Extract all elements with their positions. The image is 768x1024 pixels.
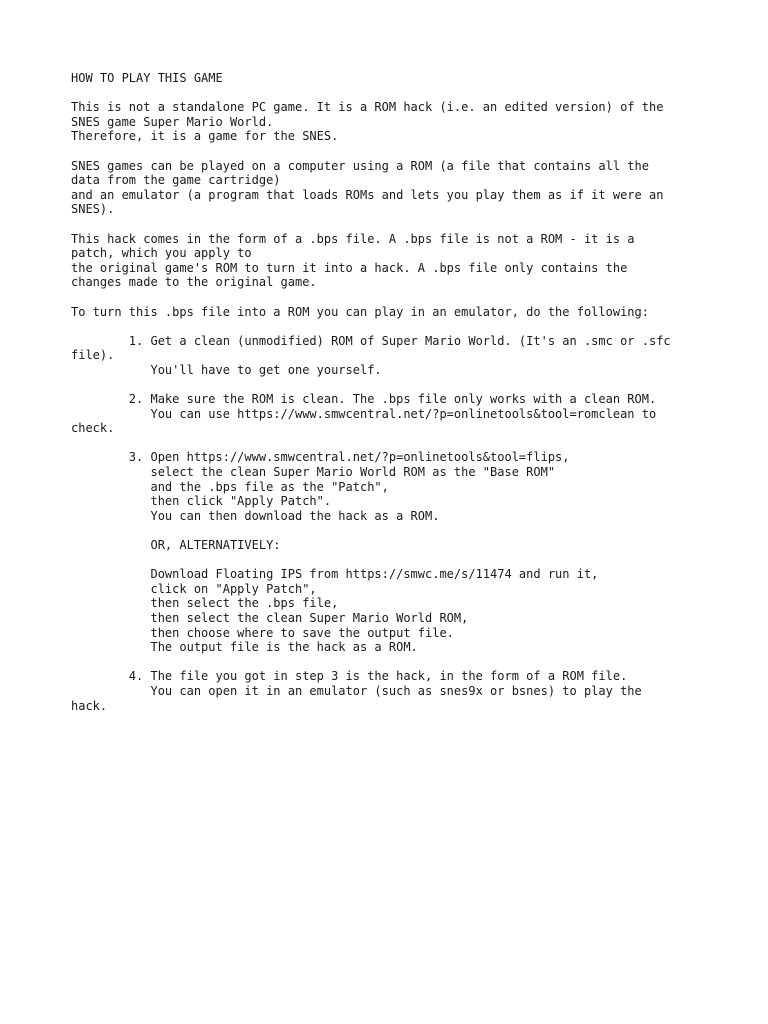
text-line: SNES game Super Mario World. <box>71 114 274 129</box>
text-line: check. <box>71 421 115 436</box>
text-line: data from the game cartridge) <box>71 173 281 188</box>
text-line: 2. Make sure the ROM is clean. The .bps file only works with a clean ROM. <box>71 392 657 407</box>
text-line: the original game's ROM to turn it into a hack. A .bps file only contains the <box>71 260 628 275</box>
text-line: and the .bps file as the "Patch", <box>71 479 389 494</box>
text-line: 4. The file you got in step 3 is the hack, in the form of a ROM file. <box>71 669 628 684</box>
text-line <box>71 319 721 334</box>
text-line: Download Floating IPS from https://smwc.me/s/11474 and run it, <box>71 567 599 582</box>
text-line <box>71 553 721 568</box>
text-line: The output file is the hack as a ROM. <box>71 640 418 655</box>
text-line: You can open it in an emulator (such as snes9x or bsnes) to play the <box>71 683 642 698</box>
text-line: You can then download the hack as a ROM. <box>71 508 440 523</box>
text-line: 3. Open https://www.smwcentral.net/?p=onlinetools&tool=flips, <box>71 450 570 465</box>
text-line: This is not a standalone PC game. It is a ROM hack (i.e. an edited version) of the <box>71 100 664 115</box>
text-line: then select the clean Super Mario World ROM, <box>71 610 469 625</box>
text-line: OR, ALTERNATIVELY: <box>71 538 281 552</box>
text-line: SNES). <box>71 202 115 217</box>
text-line: then select the .bps file, <box>71 596 339 611</box>
text-line: You can use https://www.smwcentral.net/?p=onlinetools&tool=romclean to <box>71 406 657 421</box>
text-line: and an emulator (a program that loads ROMs and lets you play them as if it were an <box>71 187 664 202</box>
text-line: patch, which you apply to <box>71 246 252 261</box>
text-line: 1. Get a clean (unmodified) ROM of Super Mario World. (It's an .smc or .sfc <box>71 333 671 348</box>
text-line <box>71 655 721 670</box>
text-line: then click "Apply Patch". <box>71 494 332 509</box>
text-line <box>71 523 721 538</box>
text-line: SNES games can be played on a computer using a ROM (a file that contains all the <box>71 158 649 173</box>
text-line <box>71 144 721 159</box>
text-line <box>71 290 721 305</box>
text-line: You'll have to get one yourself. <box>71 362 382 377</box>
text-line: file). <box>71 348 115 363</box>
text-line <box>71 377 721 392</box>
text-line <box>71 217 721 232</box>
text-line: then choose where to save the output file. <box>71 625 454 640</box>
text-line: click on "Apply Patch", <box>71 581 317 596</box>
text-line: changes made to the original game. <box>71 275 317 290</box>
text-line <box>71 436 721 451</box>
text-line: Therefore, it is a game for the SNES. <box>71 129 339 144</box>
text-line <box>71 86 721 101</box>
text-line: hack. <box>71 698 108 713</box>
document-text <box>71 71 721 713</box>
text-line: This hack comes in the form of a .bps file. A .bps file is not a ROM - it is a <box>71 231 635 246</box>
text-line: HOW TO PLAY THIS GAME <box>71 71 223 85</box>
text-line: To turn this .bps file into a ROM you can play in an emulator, do the following: <box>71 304 649 319</box>
text-line: select the clean Super Mario World ROM as the "Base ROM" <box>71 465 556 480</box>
